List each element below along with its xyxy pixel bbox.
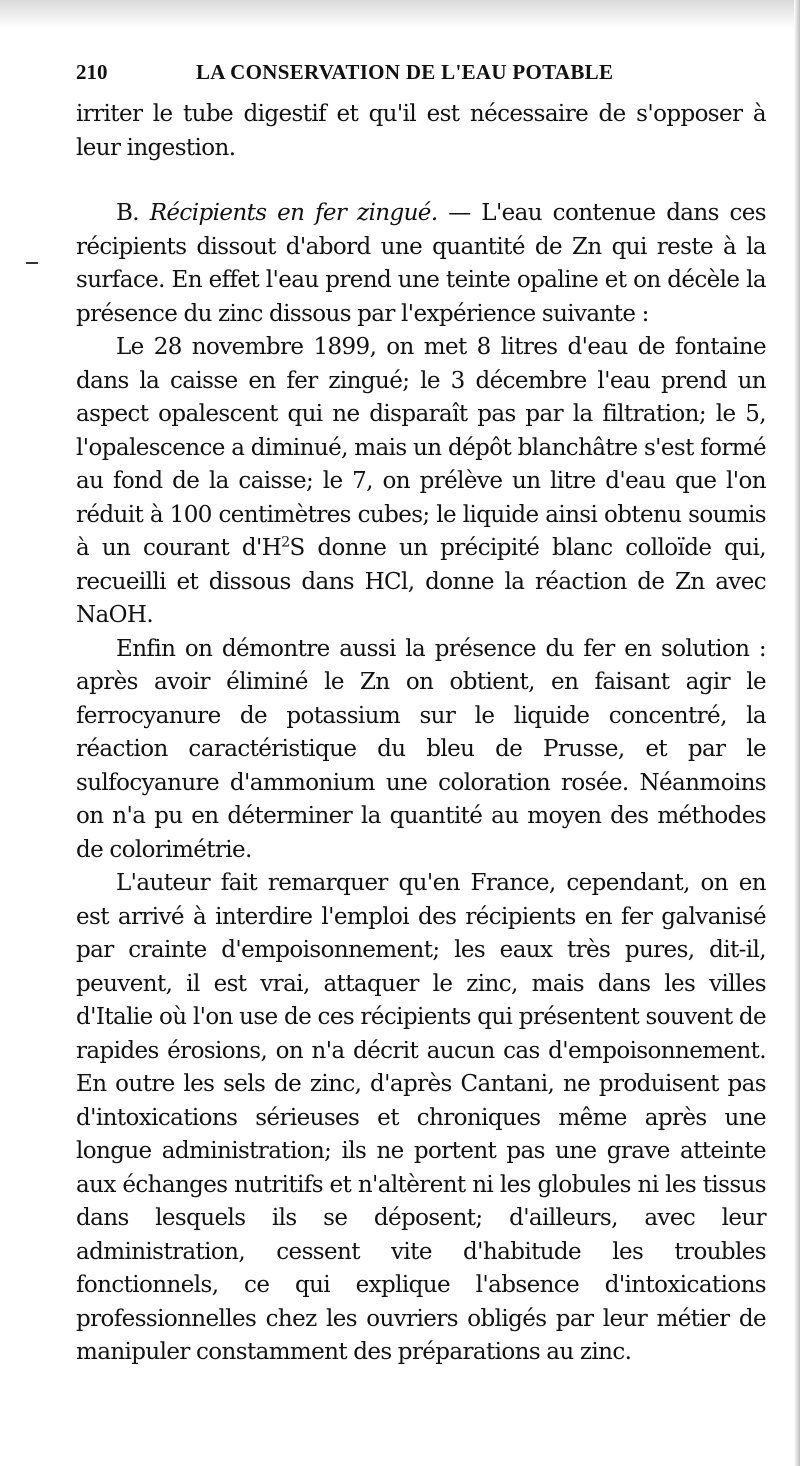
paragraph-continuation: irriter le tube digestif et qu'il est nécessaire de s'opposer à leur ingestion. bbox=[76, 101, 766, 161]
experiment-text-1: Le 28 novembre 1899, on met 8 litres d'eau de fontaine dans la caisse en fer zingué; le 3 décembre l'eau prend un aspect opalescent qui ne disparaît pas par la filtration; le 5, l'opalescence a diminué, mais un dépôt blanchâtre s'est formé au fond de la caisse; le 7, on prélève un litre d'eau que l'on réduit à 100 centimètres cubes; le liquide ainsi obtenu soumis à un courant d'H bbox=[76, 334, 766, 561]
page-content bbox=[76, 60, 766, 1370]
paragraph-section-b bbox=[76, 197, 766, 331]
scan-right-edge bbox=[794, 0, 800, 1466]
paragraph-experiment bbox=[76, 331, 766, 633]
paragraph-author-remarks: L'auteur fait remarquer qu'en France, cependant, on en est arrivé à interdire l'emploi des récipients en fer galvanisé par crainte d'empoisonnement; les eaux très pures, dit-il, peuvent, il est vrai, attaquer le zinc, mais dans les villes d'Italie où l'on use de ces récipients qui présentent souvent de rapides érosions, on n'a décrit aucun cas d'empoisonnement. En outre les sels de zinc, d'après Cantani, ne produisent pas d'intoxications sérieuses et chroniques même après une longue administration; ils ne portent pas une grave atteinte aux échanges nutritifs et n'altèrent ni les globules ni les tissus dans lesquels ils se déposent; d'ailleurs, avec leur administration, cessent vite d'habitude les troubles fonctionnels, ce qui explique l'absence d'intoxications professionnelles chez les ouvriers obligés par leur métier de manipuler constamment des préparations au zinc. bbox=[76, 870, 766, 1365]
section-title: Récipients en fer zingué. bbox=[149, 200, 438, 226]
running-header bbox=[76, 60, 766, 98]
paragraph-iron: Enfin on démontre aussi la présence du fer en solution : après avoir éliminé le Zn on obtient, en faisant agir le ferrocyanure de potassium sur le liquide concentré, la réaction caractéristique du bleu de Prusse, et par le sulfocyanure d'ammonium une coloration rosée. Néanmoins on n'a pu en déterminer la quantité au moyen des méthodes de colorimétrie. bbox=[76, 635, 766, 863]
page-number: 210 bbox=[76, 60, 108, 84]
experiment-text-2: S donne un précipité blanc colloïde qui, recueilli et dissous dans HCl, donne la réaction de Zn avec NaOH. bbox=[76, 535, 766, 628]
section-b-text: — L'eau contenue dans ces récipients dissout d'abord une quantité de Zn qui reste à la surface. En effet l'eau prend une teinte opaline et on décèle la présence du zinc dissous par l'expérience suivante : bbox=[76, 200, 767, 327]
scan-top-shadow bbox=[0, 0, 800, 28]
running-title: LA CONSERVATION DE L'EAU POTABLE bbox=[196, 60, 614, 84]
margin-mark bbox=[26, 262, 38, 264]
superscript-two: 2 bbox=[281, 534, 290, 551]
section-label: B. bbox=[116, 200, 140, 226]
